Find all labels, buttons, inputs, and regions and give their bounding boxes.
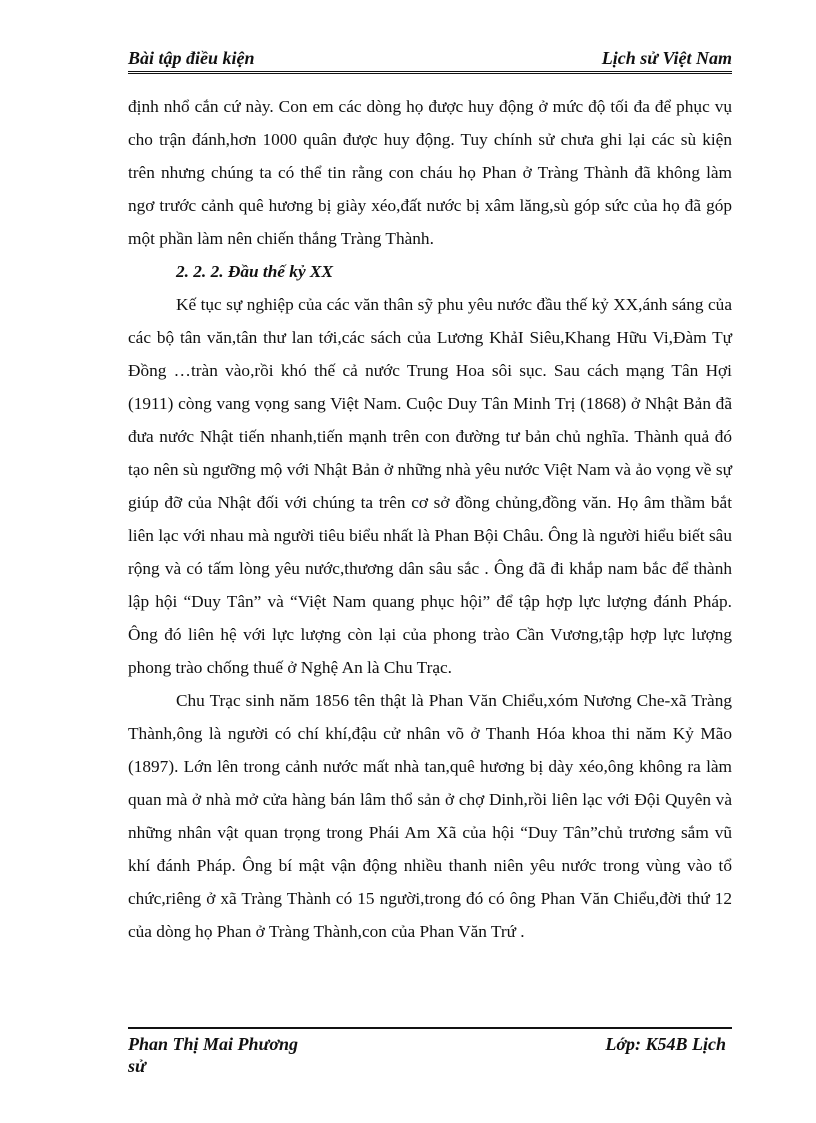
footer-class: Lớp: K54B Lịch: [605, 1034, 726, 1054]
section-heading: 2. 2. 2. Đầu thế kỷ XX: [176, 262, 333, 281]
footer-author: Phan Thị Mai Phương sử: [128, 1034, 298, 1076]
header-right-title: Lịch sử Việt Nam: [601, 48, 732, 68]
paragraph: Chu Trạc sinh năm 1856 tên thật là Phan Văn Chiểu,xóm Nương Che-xã Tràng Thành,ông là người có chí khí,đậu cử nhân võ ở Thanh Hóa khoa thi năm Kỷ Mão (1897). Lớn lên trong cảnh nước mất nhà tan,quê hương bị dày xéo,ông không ra làm quan mà ở nhà mở cửa hàng bán lâm thổ sản ở chợ Dinh,rồi liên lạc với Đội Quyên và những nhân vật quan trọng trong Phái Am Xã của hội “Duy Tân”chủ trương sắm vũ khí đánh Pháp. Ông bí mật vận động nhiều thanh niên yêu nước trong vùng vào tổ chức,riêng ở xã Tràng Thành có 15 người,trong đó có ông Phan Văn Chiểu,đời thứ 12 của dòng họ Phan ở Tràng Thành,con của Phan Văn Trứ .: [128, 691, 732, 941]
paragraph: định nhổ cắn cứ này. Con em các dòng họ được huy động ở mức độ tối đa để phục vụ cho trận đánh,hơn 1000 quân được huy động. Tuy chính sử chưa ghi lại các sù kiện trên nhưng chúng ta có thể tin rằng con cháu họ Phan ở Tràng Thành đã không làm ngơ trước cảnh quê hương bị giày xéo,đất nước bị xâm lăng,sù góp sức của họ đã góp một phần làm nên chiến thắng Tràng Thành.: [128, 97, 732, 248]
page-footer: [128, 1027, 732, 1077]
page-header: [128, 48, 732, 74]
document-body: [128, 90, 732, 948]
header-left-title: Bài tập điều kiện: [128, 48, 255, 68]
paragraph: Kế tục sự nghiệp của các văn thân sỹ phu yêu nước đầu thế kỷ XX,ánh sáng của các bộ tân văn,tân thư lan tới,các sách của Lương KhảI Siêu,Khang Hữu Vi,Đàm Tự Đồng …tràn vào,rồi khó thế cả nước Trung Hoa sôi sục. Sau cách mạng Tân Hợi (1911) còng vang vọng sang Việt Nam. Cuộc Duy Tân Minh Trị (1868) ở Nhật Bản đã đưa nước Nhật tiến nhanh,tiến mạnh trên con đường tư bản chủ nghĩa. Thành quả đó tạo nên sù ngưỡng mộ với Nhật Bản ở những nhà yêu nước Việt Nam và ảo vọng về sự giúp đỡ của Nhật đối với chúng ta trên cơ sở đồng chủng,đồng văn. Họ âm thầm bắt liên lạc với nhau mà người tiêu biểu nhất là Phan Bội Châu. Ông là người hiểu biết sâu rộng và có tấm lòng yêu nước,thương dân sâu sắc . Ông đã đi khắp nam bắc để thành lập hội “Duy Tân” và “Việt Nam quang phục hội” để tập hợp lực lượng đánh Pháp. Ông đó liên hệ với lực lượng còn lại của phong trào Cần Vương,tập hợp lực lượng phong trào chống thuế ở Nghệ An là Chu Trạc.: [128, 295, 732, 677]
